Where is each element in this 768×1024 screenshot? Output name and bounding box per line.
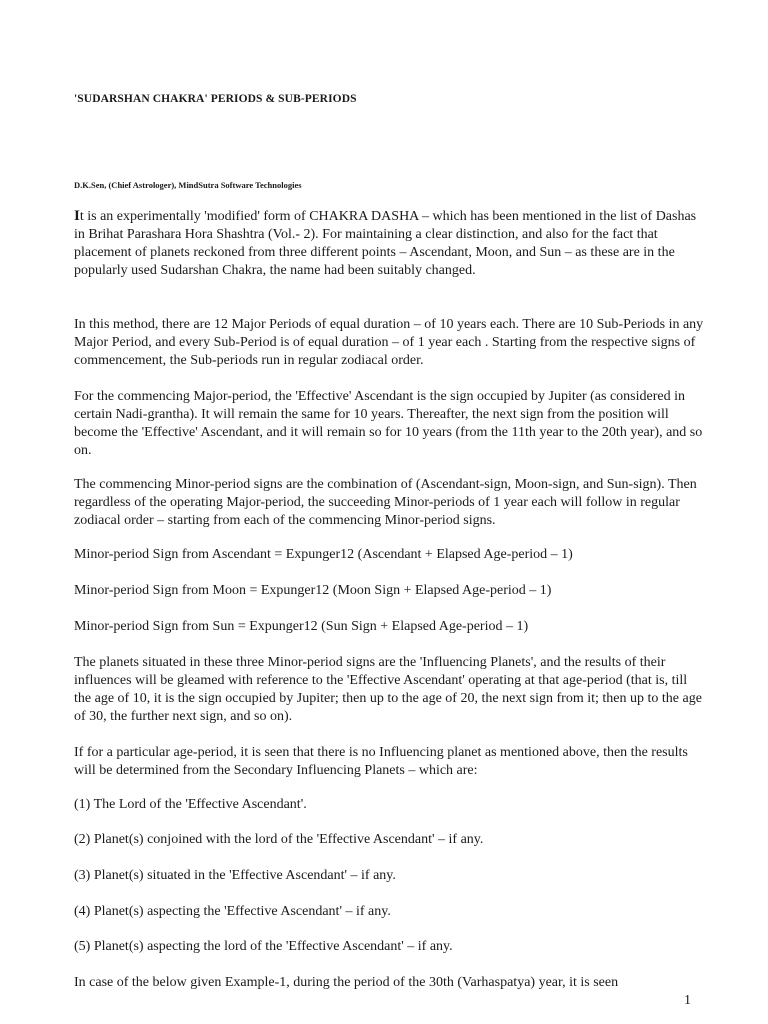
author-line: D.K.Sen, (Chief Astrologer), MindSutra Software Technologies — [74, 180, 302, 190]
example-paragraph: In case of the below given Example-1, during the period of the 30th (Varhaspatya) year, it is seen — [74, 975, 619, 990]
secondary-paragraph: If for a particular age-period, it is seen that there is no Influencing planet as mentioned above, then the results will be determined from the Secondary Influencing Planets – which are: — [74, 745, 688, 778]
method-paragraph: In this method, there are 12 Major Periods of equal duration – of 10 years each. There are 10 Sub-Periods in any Major Period, and every Sub-Period is of equal duration – of 1 year each . Starting from the respective signs of commencement, the Sub-periods run in regular zodiacal order. — [74, 317, 704, 368]
influencing-paragraph: The planets situated in these three Minor-period signs are the 'Influencing Planets', and the results of their influences will be gleamed with reference to the 'Effective Ascendant' operating at that age-period (that is, till the age of 10, it is the sign occupied by Jupiter; then up to the age of 20, the next sign from it; then up to the age of 30, the further next sign, and so on). — [74, 655, 702, 724]
list-item: (2) Planet(s) conjoined with the lord of the 'Effective Ascendant' – if any. — [74, 832, 484, 847]
formula-sun: Minor-period Sign from Sun = Expunger12 (Sun Sign + Elapsed Age-period – 1) — [74, 619, 529, 634]
page-number: 1 — [684, 993, 691, 1008]
list-item: (5) Planet(s) aspecting the lord of the 'Effective Ascendant' – if any. — [74, 939, 453, 954]
formula-ascendant: Minor-period Sign from Ascendant = Expunger12 (Ascendant + Elapsed Age-period – 1) — [74, 547, 573, 562]
intro-first-letter: I — [74, 208, 80, 224]
list-item: (3) Planet(s) situated in the 'Effective Ascendant' – if any. — [74, 868, 396, 883]
list-item: (4) Planet(s) aspecting the 'Effective Ascendant' – if any. — [74, 904, 391, 919]
formula-moon: Minor-period Sign from Moon = Expunger12 (Moon Sign + Elapsed Age-period – 1) — [74, 583, 552, 598]
intro-text: t is an experimentally 'modified' form of CHAKRA DASHA – which has been mentioned in the list of Dashas in Brihat Parashara Hora Shashtra (Vol.- 2). For maintaining a clear distinction, and also for the fact that placement of planets reckoned from three different points – Ascendant, Moon, and Sun – as these are in the popularly used Sudarshan Chakra, the name had been suitably changed. — [74, 209, 697, 278]
document-title: 'SUDARSHAN CHAKRA' PERIODS & SUB-PERIODS — [74, 93, 357, 105]
intro-paragraph — [74, 207, 704, 280]
list-item: (1) The Lord of the 'Effective Ascendant'. — [74, 797, 307, 812]
commencing-major-paragraph: For the commencing Major-period, the 'Effective' Ascendant is the sign occupied by Jupiter (as considered in certain Nadi-grantha). It will remain the same for 10 years. Thereafter, the next sign from the position will become the 'Effective' Ascendant, and it will remain so for 10 years (from the 11th year to the 20th year), and so on. — [74, 389, 703, 458]
commencing-minor-paragraph: The commencing Minor-period signs are the combination of (Ascendant-sign, Moon-sign, and Sun-sign). Then regardless of the operating Major-period, the succeeding Minor-periods of 1 year each will follow in regular zodiacal order – starting from each of the commencing Minor-period signs. — [74, 477, 697, 528]
